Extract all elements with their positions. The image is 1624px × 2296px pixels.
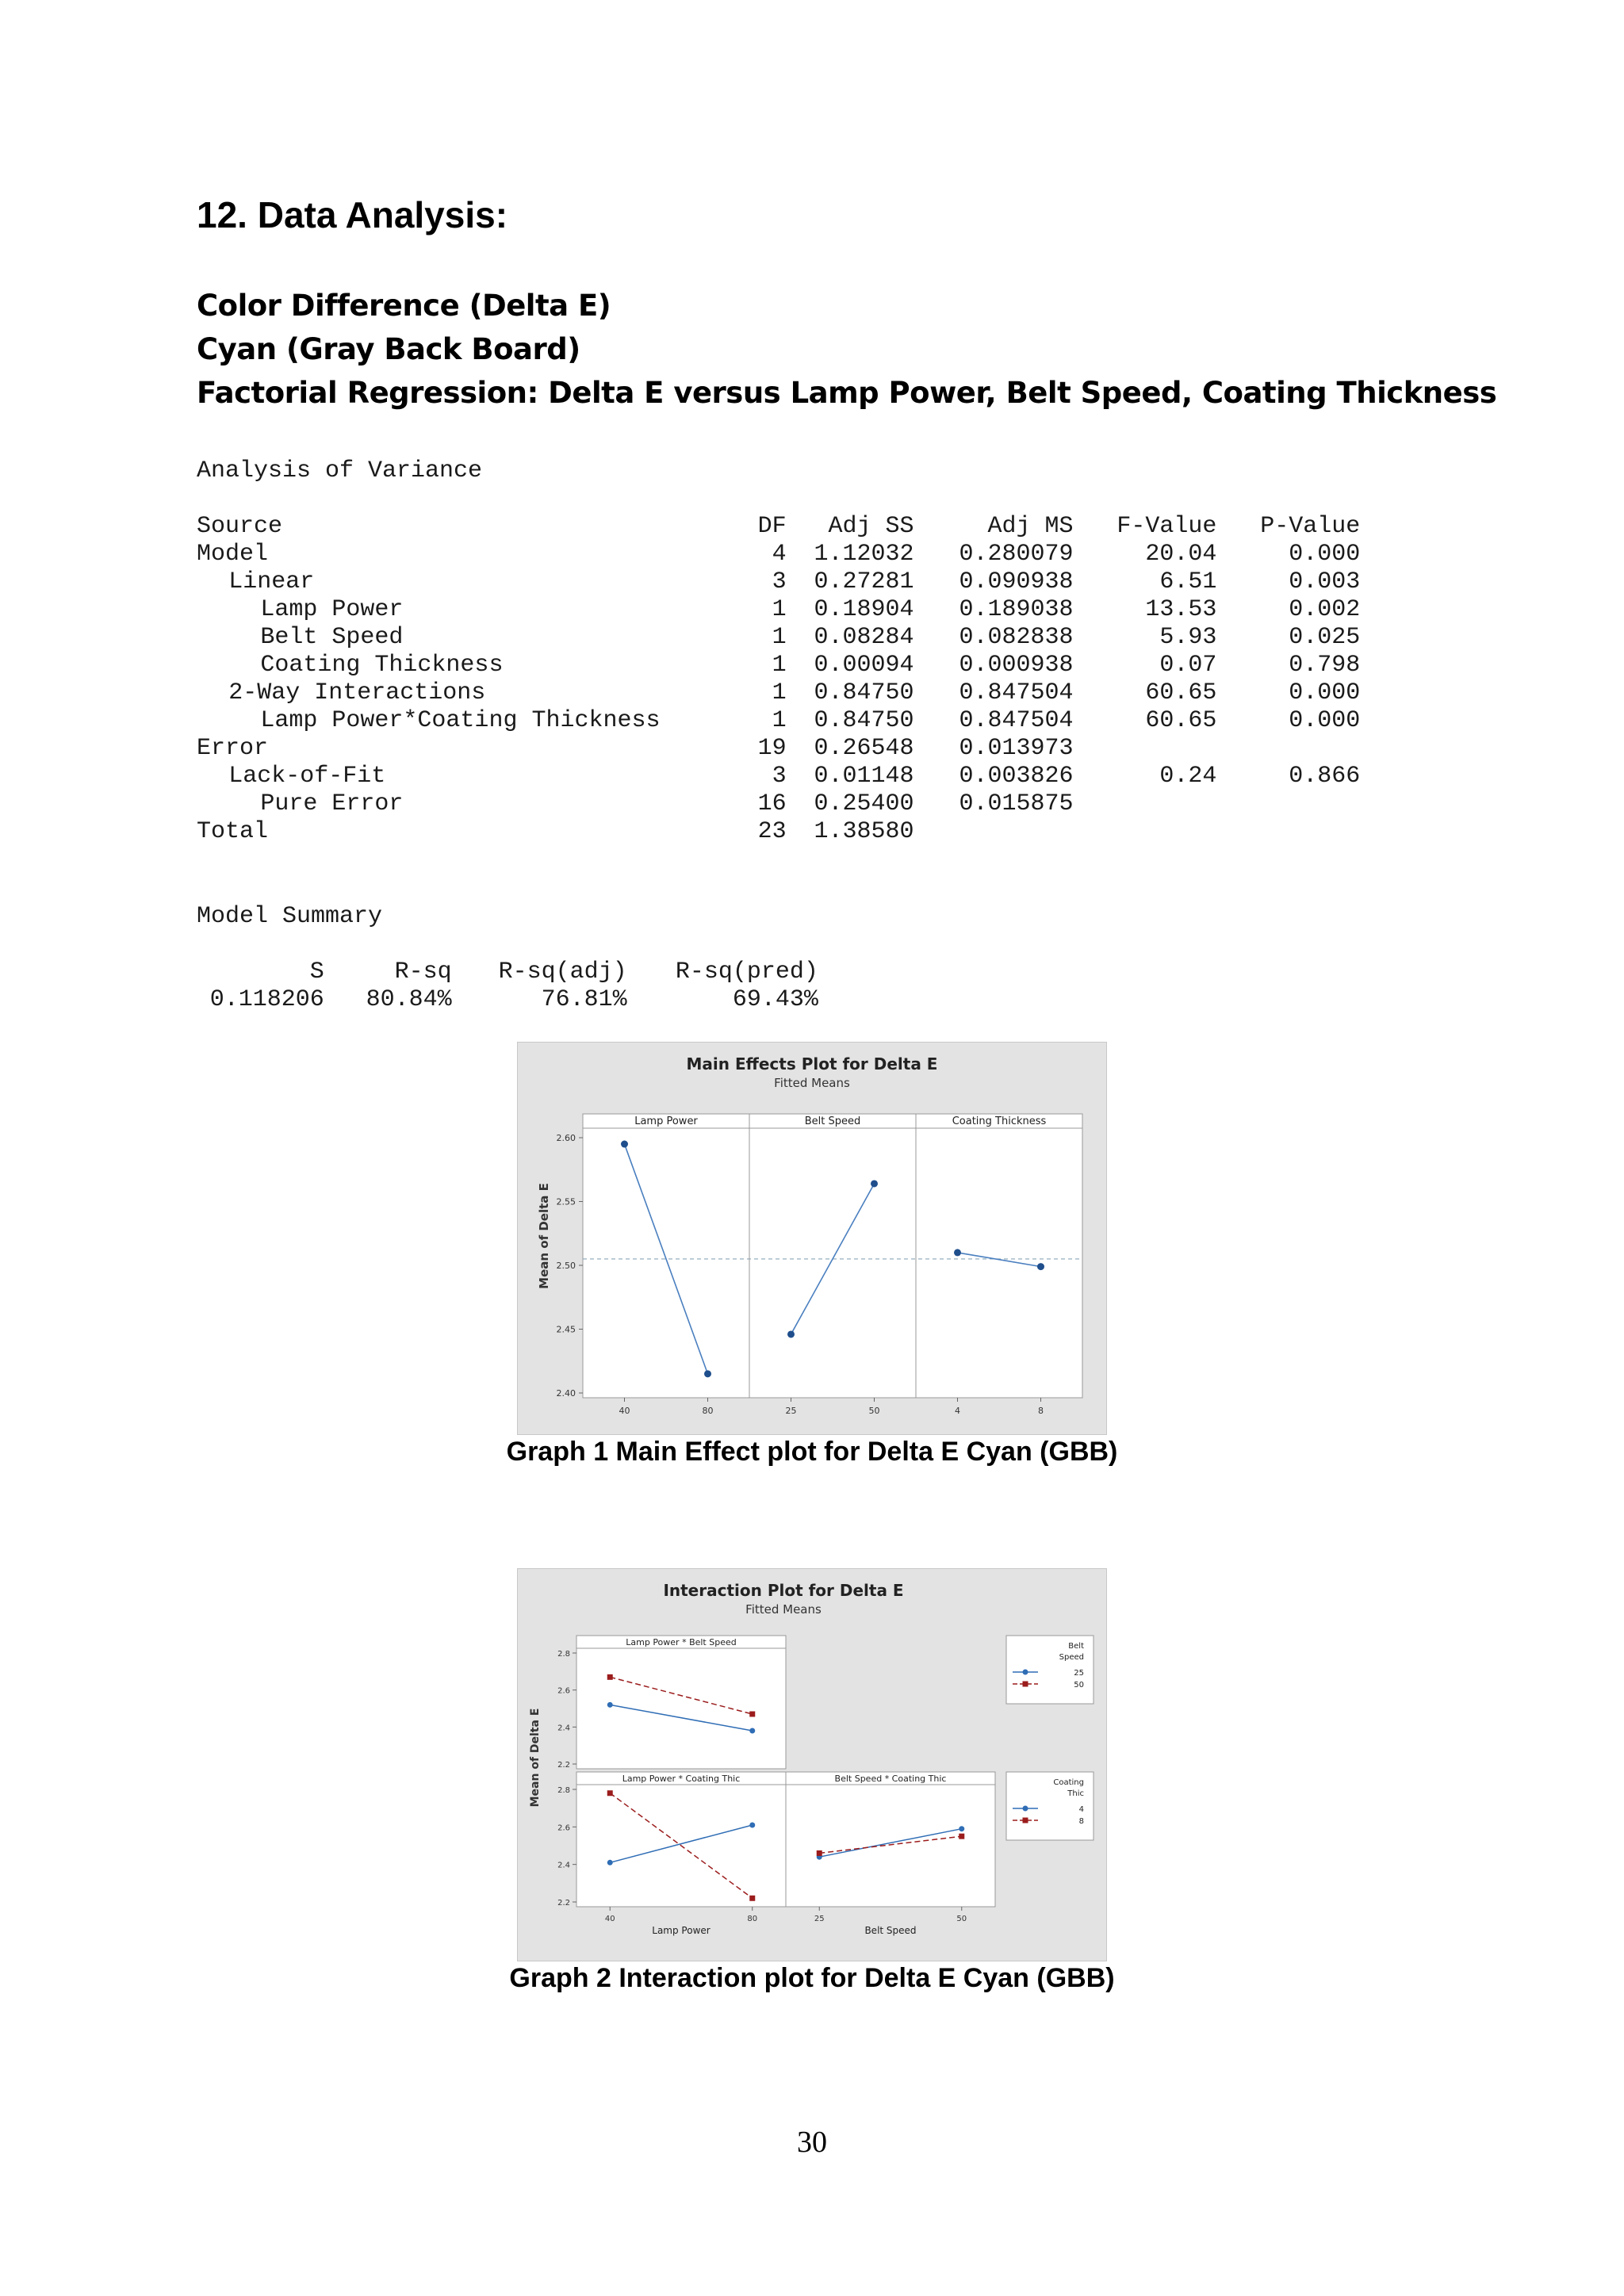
chart2-ytick-label: 2.8 (557, 1650, 570, 1659)
chart2-legend-title: Coating (1053, 1778, 1084, 1787)
anova-f-cell: 60.65 (1145, 679, 1217, 706)
chart2-ytick-label: 2.4 (557, 1724, 570, 1733)
chart1-ylabel: Mean of Delta E (537, 1183, 551, 1289)
anova-p-cell: 0.025 (1289, 624, 1361, 651)
chart2-data-point (959, 1834, 964, 1839)
anova-f-cell: 20.04 (1145, 541, 1217, 568)
chart2-xtick-label: 25 (814, 1915, 825, 1923)
chart1-panel-label: Lamp Power (634, 1115, 698, 1127)
chart2-xtick-label: 80 (747, 1915, 758, 1923)
chart2-legend-title: Thic (1067, 1789, 1084, 1798)
chart1-data-point (704, 1370, 711, 1377)
anova-df-cell: 1 (772, 596, 787, 623)
chart2-panel-label: Belt Speed * Coating Thic (834, 1774, 947, 1784)
anova-p-cell: 0.000 (1289, 707, 1361, 734)
anova-p-cell: 0.866 (1289, 763, 1361, 790)
chart2-legend-label: 50 (1074, 1681, 1084, 1689)
chart2-data-point (817, 1850, 822, 1856)
anova-df-cell: 4 (772, 541, 787, 568)
anova-title: Analysis of Variance (197, 457, 483, 484)
graph2-caption: Graph 2 Interaction plot for Delta E Cyan (GBB) (509, 1963, 1115, 1993)
anova-p-cell: 0.000 (1289, 541, 1361, 568)
interaction-figure (517, 1568, 1107, 1961)
anova-header-f-value: F-Value (1116, 513, 1217, 540)
chart2-ytick-label: 2.2 (557, 1899, 570, 1908)
anova-adj-ss-cell: 1.12032 (814, 541, 914, 568)
chart1-ytick-label: 2.50 (556, 1261, 576, 1271)
anova-adj-ms-cell: 0.000938 (959, 652, 1074, 679)
anova-source-cell: Belt Speed (260, 624, 404, 651)
anova-adj-ms-cell: 0.847504 (959, 707, 1074, 734)
main-effects-chart (518, 1043, 1106, 1434)
model-summary-header: R-sq (394, 959, 452, 985)
chart2-data-point (959, 1826, 964, 1831)
anova-adj-ms-cell: 0.082838 (959, 624, 1074, 651)
anova-adj-ss-cell: 0.27281 (814, 568, 914, 595)
anova-adj-ms-cell: 0.013973 (959, 735, 1074, 762)
model-summary-value: 80.84% (366, 986, 452, 1013)
graph1-caption: Graph 1 Main Effect plot for Delta E Cyan (GBB) (506, 1437, 1118, 1467)
interaction-chart (518, 1569, 1106, 1961)
subtitle-cyan: Cyan (Gray Back Board) (197, 332, 580, 366)
chart2-legend-label: 4 (1078, 1805, 1084, 1814)
chart1-plot-area (583, 1128, 1082, 1398)
anova-df-cell: 1 (772, 624, 787, 651)
chart2-data-point (607, 1790, 613, 1796)
chart1-ytick-label: 2.60 (556, 1133, 576, 1143)
anova-header-p-value: P-Value (1260, 513, 1361, 540)
anova-source-cell: Lamp Power (260, 596, 404, 623)
anova-source-cell: Total (197, 818, 269, 845)
anova-adj-ss-cell: 0.08284 (814, 624, 914, 651)
chart1-xtick-label: 40 (619, 1406, 630, 1416)
anova-adj-ss-cell: 0.18904 (814, 596, 914, 623)
chart1-data-point (621, 1141, 628, 1148)
anova-source-cell: Coating Thickness (260, 652, 504, 679)
chart2-ytick-label: 2.2 (557, 1761, 570, 1770)
chart2-legend-marker (1023, 1670, 1028, 1675)
anova-f-cell: 0.24 (1159, 763, 1217, 790)
chart1-xtick-label: 8 (1038, 1406, 1044, 1416)
anova-f-cell: 0.07 (1159, 652, 1217, 679)
chart1-xtick-label: 80 (702, 1406, 714, 1416)
anova-adj-ss-cell: 0.26548 (814, 735, 914, 762)
anova-adj-ss-cell: 0.00094 (814, 652, 914, 679)
chart2-data-point (749, 1712, 755, 1717)
chart2-panel (576, 1636, 786, 1769)
anova-adj-ss-cell: 0.01148 (814, 763, 914, 790)
anova-f-cell: 60.65 (1145, 707, 1217, 734)
chart2-panel-label: Lamp Power * Belt Speed (626, 1637, 737, 1647)
chart1-xtick-label: 25 (785, 1406, 797, 1416)
page-number: 30 (797, 2126, 827, 2159)
model-summary-value: 0.118206 (209, 986, 324, 1013)
chart2-panel-label: Lamp Power * Coating Thic (622, 1774, 741, 1784)
anova-f-cell: 5.93 (1159, 624, 1217, 651)
anova-source-cell: 2-Way Interactions (228, 679, 486, 706)
anova-p-cell: 0.003 (1289, 568, 1361, 595)
anova-adj-ss-cell: 1.38580 (814, 818, 914, 845)
anova-f-cell: 6.51 (1159, 568, 1217, 595)
anova-adj-ms-cell: 0.015875 (959, 790, 1074, 817)
chart2-legend-marker (1023, 1818, 1028, 1823)
anova-adj-ss-cell: 0.84750 (814, 679, 914, 706)
chart2-ytick-label: 2.6 (557, 1823, 570, 1833)
anova-header-adj-ss: Adj SS (828, 513, 914, 540)
anova-p-cell: 0.002 (1289, 596, 1361, 623)
anova-source-cell: Model (197, 541, 269, 568)
chart2-data-point (607, 1674, 613, 1680)
chart2-legend-marker (1023, 1682, 1028, 1687)
anova-df-cell: 16 (757, 790, 787, 817)
anova-header-source: Source (197, 513, 283, 540)
chart2-legend-title: Belt (1068, 1642, 1084, 1651)
chart2-data-point (607, 1860, 613, 1866)
anova-df-cell: 1 (772, 707, 787, 734)
model-summary-header: R-sq(adj) (498, 959, 627, 985)
chart1-xtick-label: 50 (868, 1406, 880, 1416)
anova-p-cell: 0.798 (1289, 652, 1361, 679)
chart2-legend-marker (1023, 1806, 1028, 1812)
anova-p-cell: 0.000 (1289, 679, 1361, 706)
chart2-data-point (607, 1702, 613, 1708)
anova-adj-ms-cell: 0.847504 (959, 679, 1074, 706)
chart1-data-point (1037, 1263, 1044, 1270)
subtitle-color-difference: Color Difference (Delta E) (197, 289, 611, 323)
chart2-data-point (749, 1822, 755, 1827)
anova-source-cell: Pure Error (260, 790, 404, 817)
anova-source-cell: Lack-of-Fit (228, 763, 386, 790)
chart2-title: Interaction Plot for Delta E (663, 1581, 904, 1600)
anova-adj-ss-cell: 0.84750 (814, 707, 914, 734)
chart2-data-point (749, 1728, 755, 1734)
chart2-xlabel: Lamp Power (652, 1925, 710, 1936)
anova-source-cell: Linear (228, 568, 315, 595)
chart2-legend-title: Speed (1059, 1653, 1084, 1662)
chart1-panel-label: Coating Thickness (952, 1115, 1047, 1127)
chart2-legend-label: 8 (1078, 1817, 1084, 1826)
anova-adj-ms-cell: 0.189038 (959, 596, 1074, 623)
chart2-xlabel: Belt Speed (864, 1925, 917, 1936)
anova-df-cell: 1 (772, 679, 787, 706)
model-summary-value: 76.81% (541, 986, 627, 1013)
anova-df-cell: 3 (772, 568, 787, 595)
model-summary-value: 69.43% (732, 986, 818, 1013)
chart1-ytick-label: 2.40 (556, 1388, 576, 1399)
section-title: 12. Data Analysis: (197, 194, 508, 235)
main-effects-figure (517, 1042, 1107, 1435)
chart2-subtitle: Fitted Means (745, 1602, 822, 1617)
model-summary-header: S (309, 959, 324, 985)
anova-adj-ss-cell: 0.25400 (814, 790, 914, 817)
chart1-ytick-label: 2.55 (556, 1196, 576, 1207)
anova-adj-ms-cell: 0.090938 (959, 568, 1074, 595)
anova-df-cell: 3 (772, 763, 787, 790)
anova-source-cell: Lamp Power*Coating Thickness (260, 707, 661, 734)
chart1-title: Main Effects Plot for Delta E (686, 1054, 938, 1073)
anova-f-cell: 13.53 (1145, 596, 1217, 623)
chart2-xtick-label: 40 (604, 1915, 615, 1923)
chart2-xtick-label: 50 (956, 1915, 967, 1923)
chart1-ytick-label: 2.45 (556, 1324, 576, 1335)
chart1-data-point (954, 1249, 961, 1256)
subtitle-factorial-regression: Factorial Regression: Delta E versus Lamp Power, Belt Speed, Coating Thickness (197, 376, 1497, 410)
model-summary-title: Model Summary (197, 903, 383, 930)
chart2-legend-label: 25 (1074, 1669, 1084, 1678)
anova-adj-ms-cell: 0.280079 (959, 541, 1074, 568)
chart1-xtick-label: 4 (955, 1406, 960, 1416)
chart1-data-point (787, 1330, 795, 1337)
anova-header-df: DF (757, 513, 787, 540)
chart1-data-point (871, 1180, 878, 1187)
chart2-ytick-label: 2.6 (557, 1686, 570, 1696)
model-summary-header: R-sq(pred) (675, 959, 818, 985)
chart2-ytick-label: 2.8 (557, 1786, 570, 1795)
anova-header-adj-ms: Adj MS (987, 513, 1074, 540)
chart2-ylabel: Mean of Delta E (529, 1708, 542, 1808)
anova-df-cell: 23 (757, 818, 787, 845)
anova-df-cell: 1 (772, 652, 787, 679)
chart1-subtitle: Fitted Means (774, 1076, 850, 1090)
anova-adj-ms-cell: 0.003826 (959, 763, 1074, 790)
chart2-ytick-label: 2.4 (557, 1861, 570, 1870)
chart2-panel (786, 1772, 995, 1907)
anova-source-cell: Error (197, 735, 269, 762)
chart2-data-point (749, 1896, 755, 1901)
chart1-panel-label: Belt Speed (804, 1115, 861, 1127)
anova-df-cell: 19 (757, 735, 787, 762)
